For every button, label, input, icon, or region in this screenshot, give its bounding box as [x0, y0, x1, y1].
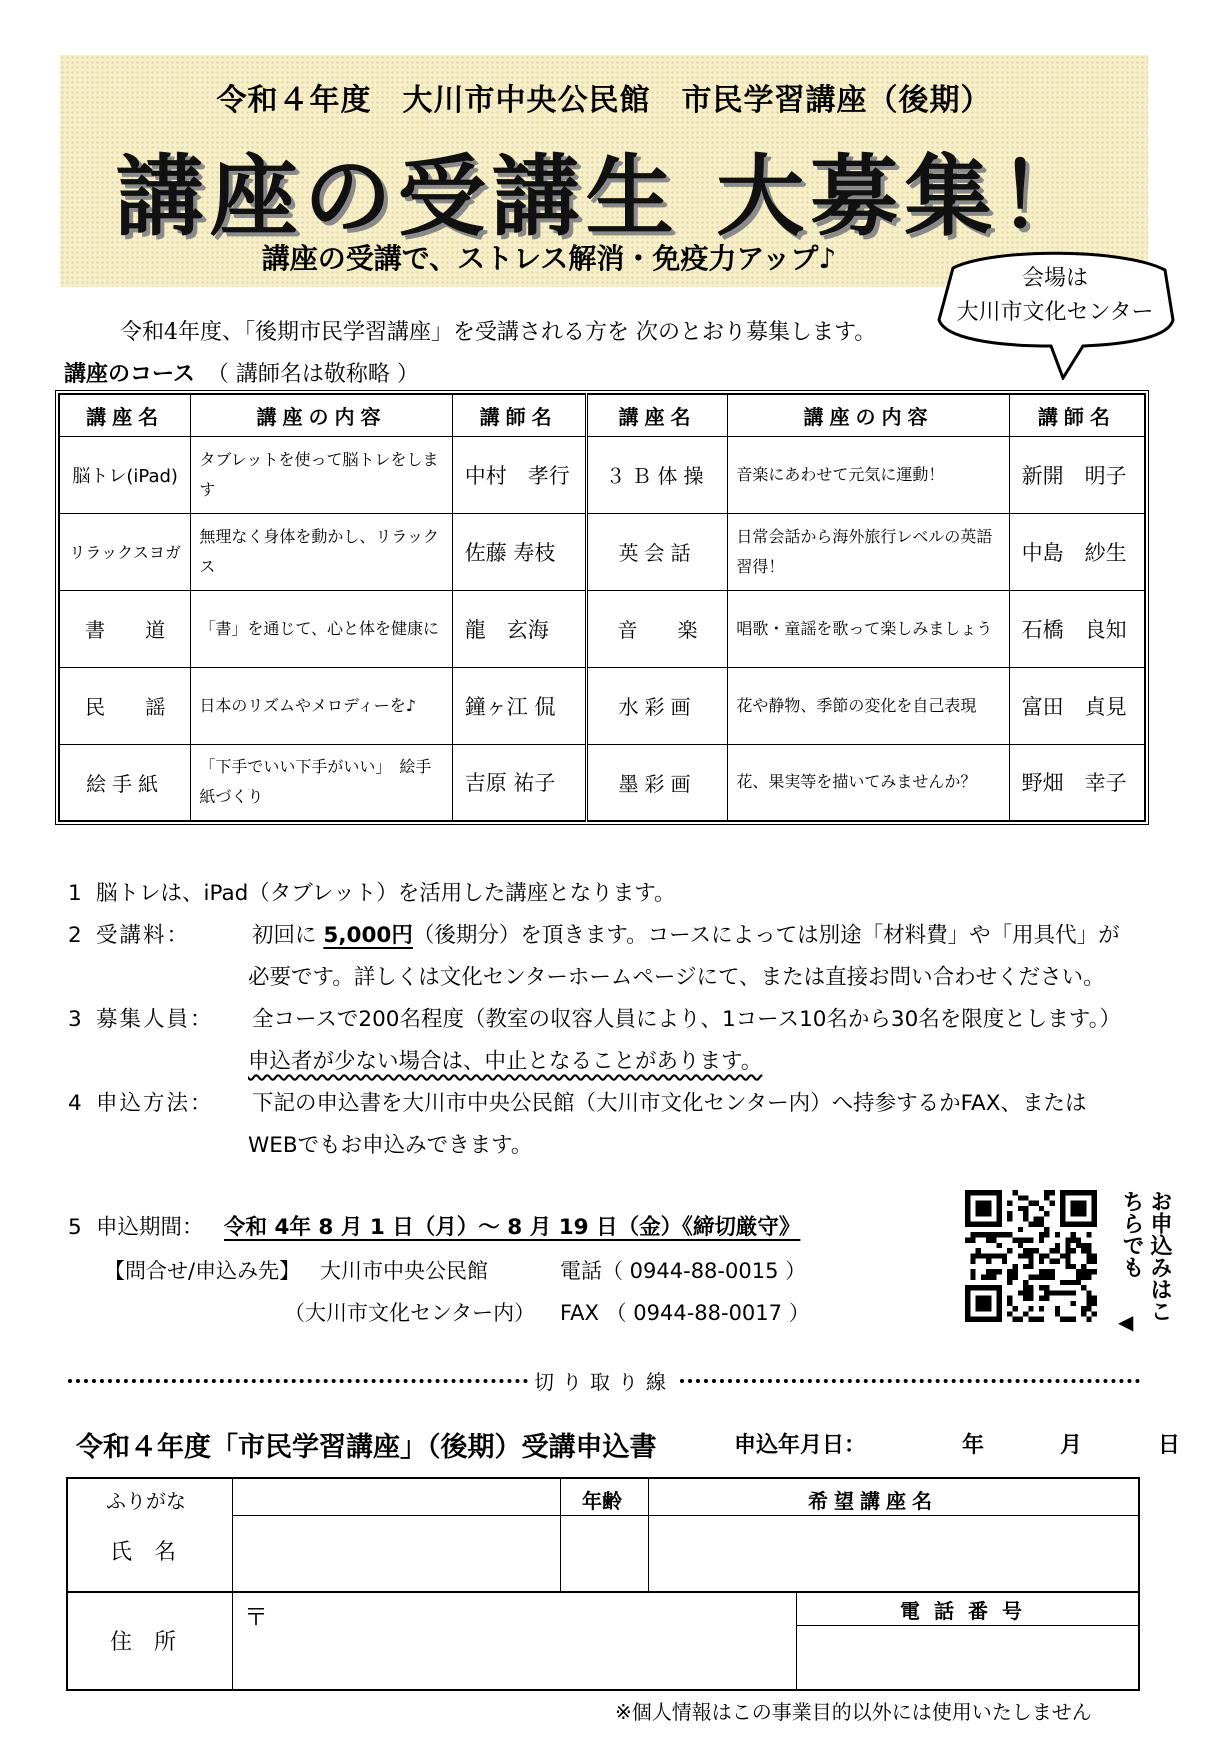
note-label: 受講料： — [96, 923, 191, 948]
course-content: タブレットを使って脳トレをします — [191, 436, 452, 513]
course-name: 脳トレ(iPad) — [59, 436, 191, 513]
table-row — [59, 436, 1145, 513]
bubble-line-1: 会場は — [1021, 266, 1088, 291]
contact-label: 【問合せ/申込み先】 — [104, 1259, 301, 1283]
course-content: 「書」を通じて、心と体を健康に — [191, 590, 452, 667]
course-name: 書 道 — [59, 590, 191, 667]
address-field[interactable] — [234, 1629, 794, 1689]
tagline: 講座の受講で、ストレス解消・免疫力アップ♪ — [261, 242, 837, 275]
course-teacher: 野畑 幸子 — [1009, 744, 1145, 821]
course-content: 唱歌・童謡を歌って楽しみましょう — [728, 590, 1009, 667]
name-label: 氏 名 — [110, 1540, 177, 1565]
course-content: 花や静物、季節の変化を自己表現 — [728, 667, 1009, 744]
table-row — [59, 744, 1145, 821]
address-label: 住 所 — [110, 1630, 177, 1655]
form-title: 令和４年度「市民学習講座」（後期）受講申込書 — [76, 1432, 657, 1463]
course-teacher: 佐藤 寿枝 — [452, 513, 586, 590]
course-heading — [64, 357, 419, 388]
column-header: 講座名 — [586, 394, 728, 436]
note-number: 2 — [68, 923, 82, 948]
course-teacher: 新開 明子 — [1009, 436, 1145, 513]
cut-line-label: 切り取り線 — [534, 1370, 674, 1394]
course-name: 音 楽 — [586, 590, 728, 667]
note-label: 募集人員： — [96, 1007, 214, 1032]
period-label: 申込期間： — [96, 1215, 204, 1240]
phone-field[interactable] — [798, 1627, 1138, 1689]
venue-speech-bubble — [933, 240, 1177, 380]
qr-note: お申込みはこちらでも — [1119, 1190, 1172, 1322]
note-2 — [68, 915, 1148, 957]
note-number: 5 — [68, 1215, 82, 1240]
course-name: 英会話 — [586, 513, 728, 590]
application-date — [734, 1428, 1209, 1459]
column-header: 講師名 — [452, 394, 586, 436]
course-content: 無理なく身体を動かし、リラックス — [191, 513, 452, 590]
course-teacher: 中島 紗生 — [1009, 513, 1145, 590]
table-header-row — [59, 394, 1145, 436]
furigana-label: ふりがな — [106, 1489, 186, 1513]
table-row — [59, 667, 1145, 744]
course-teacher: 鐘ヶ江 侃 — [452, 667, 586, 744]
course-name: ３Ｂ体操 — [586, 436, 728, 513]
table-row — [59, 513, 1145, 590]
course-teacher: 吉原 祐子 — [452, 744, 586, 821]
main-title: 講座の受講生 大募集！ — [115, 145, 1093, 248]
note-number: 4 — [68, 1091, 82, 1116]
column-header: 講師名 — [1009, 394, 1145, 436]
application-form — [66, 1477, 1140, 1691]
dotted-line — [680, 1379, 1140, 1383]
header-subtitle: 令和４年度 大川市中央公民館 市民学習講座（後期） — [216, 83, 992, 118]
period-value: 令和 4年 8 月 1 日（月）～ 8 月 19 日（金）《締切厳守》 — [224, 1215, 801, 1240]
course-table — [58, 393, 1146, 822]
arrow-left-icon: ◀ — [1118, 1310, 1134, 1334]
contact-sub: （大川市文化センター内） — [284, 1301, 536, 1325]
course-content: 花、果実等を描いてみませんか？ — [728, 744, 1009, 821]
note-3-cont: 申込者が少ない場合は、中止となることがあります。 — [248, 1049, 763, 1074]
dotted-line — [68, 1379, 528, 1383]
column-header: 講座の内容 — [191, 394, 452, 436]
course-name: 絵手紙 — [59, 744, 191, 821]
note-number: 1 — [68, 881, 82, 906]
contact-org: 大川市中央公民館 — [320, 1259, 488, 1283]
course-field[interactable] — [650, 1517, 1138, 1591]
privacy-disclaimer: ※個人情報はこの事業目的以外には使用いたしません — [615, 1700, 1092, 1724]
course-heading-note: （ 講師名は敬称略 ） — [206, 362, 419, 387]
intro-text: 令和4年度、「後期市民学習講座」を受講される方を 次のとおり募集します。 — [120, 320, 877, 345]
note-text: 全コースで200名程度（教室の収容人員により、1コース10名から30名を限度とします。） — [252, 1007, 1121, 1032]
course-content: 日本のリズムやメロディーを♪ — [191, 667, 452, 744]
note-4 — [68, 1083, 1148, 1125]
note-number: 3 — [68, 1007, 82, 1032]
course-label: 希望講座名 — [808, 1489, 938, 1513]
date-day[interactable]: 日 — [1157, 1433, 1180, 1458]
course-teacher: 中村 孝行 — [452, 436, 586, 513]
course-content: 「下手でいい下手がいい」 絵手紙づくり — [191, 744, 452, 821]
note-text: 脳トレは、iPad（タブレット）を活用した講座となります。 — [96, 881, 676, 906]
course-teacher: 富田 貞見 — [1009, 667, 1145, 744]
course-name: 民 謡 — [59, 667, 191, 744]
cut-line — [68, 1366, 1140, 1395]
age-field[interactable] — [562, 1517, 648, 1591]
date-year[interactable]: 年 — [961, 1433, 984, 1458]
course-teacher: 龍 玄海 — [452, 590, 586, 667]
note-text: 下記の申込書を大川市中央公民館（大川市文化センター内）へ持参するかFAX、または — [252, 1091, 1087, 1116]
note-2-cont: 必要です。詳しくは文化センターホームページにて、または直接お問い合わせください。 — [248, 965, 1105, 990]
phone-label: 電話番号 — [900, 1599, 1036, 1623]
note-label: 申込方法： — [96, 1091, 214, 1116]
qr-code-icon[interactable] — [965, 1190, 1097, 1322]
info-notes — [68, 873, 1148, 1167]
postal-mark: 〒 — [244, 1603, 268, 1631]
date-label: 申込年月日： — [734, 1433, 867, 1458]
course-content: 日常会話から海外旅行レベルの英語習得！ — [728, 513, 1009, 590]
fee-amount: 5,000円 — [323, 923, 413, 948]
course-name: リラックスヨガ — [59, 513, 191, 590]
course-content: 音楽にあわせて元気に運動！ — [728, 436, 1009, 513]
age-label: 年齢 — [582, 1489, 622, 1513]
course-teacher: 石橋 良知 — [1009, 590, 1145, 667]
bubble-line-2: 大川市文化センター — [956, 300, 1154, 325]
column-header: 講座名 — [59, 394, 191, 436]
note-1 — [68, 873, 1148, 915]
application-period — [68, 1207, 948, 1249]
course-name: 墨彩画 — [586, 744, 728, 821]
date-month[interactable]: 月 — [1059, 1433, 1082, 1458]
name-field[interactable] — [234, 1517, 560, 1591]
fee-pre: 初回に — [252, 923, 317, 948]
contact-tel: 電話（ 0944-88-0015 ） — [560, 1259, 807, 1283]
note-3 — [68, 999, 1148, 1041]
contact-info — [104, 1250, 864, 1334]
note-4-cont: WEBでもお申込みできます。 — [248, 1133, 533, 1158]
table-row — [59, 590, 1145, 667]
fee-post: （後期分）を頂きます。コースによっては別途「材料費」や「用具代」が — [412, 923, 1120, 948]
course-heading-title: 講座のコース — [64, 362, 195, 387]
column-header: 講座の内容 — [728, 394, 1009, 436]
course-name: 水彩画 — [586, 667, 728, 744]
contact-fax: FAX （ 0944-88-0017 ） — [560, 1301, 810, 1325]
